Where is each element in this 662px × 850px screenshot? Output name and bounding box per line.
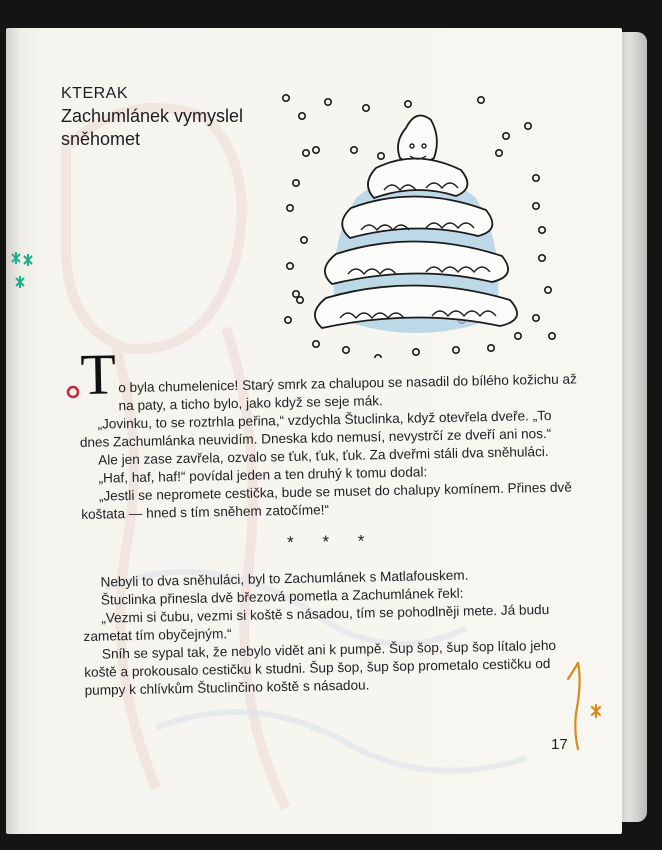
marginal-green-pen-mark [8,248,38,298]
paragraph-5: „Jestli se nepromete cestička, bude se muset do chalupy komínem. Přines dvě koštata — hned s tím sněhem zatočíme!“ [81,479,572,522]
drop-cap: T [79,341,117,407]
paragraph-1: o byla chumelenice! Starý smrk za chalupou se nasadil do bílého kožichu až na paty, a ticho bylo, jako když se seje mák. [118,371,577,414]
story-text [78,336,585,700]
paragraph-9: Sníh se sypal tak, že nebylo vidět ani k pumpě. Šup šop, šup šop lítalo jeho koště a prokousalo cestičku k studni. Šup šop, šup šop prometalo cestičku od pumpy k chlívkům Štuclinčino koště s násadou. [84,637,557,698]
orange-pen-mark [566,653,606,753]
paragraph-6: Nebyli to dva sněhuláci, byl to Zachumlánek s Matlafouskem. [100,567,469,590]
opening-paragraph [78,342,579,416]
chapter-heading-line-2: sněhomet [61,129,141,149]
paragraph-2: „Jovinku, to se roztrhla peřina,“ vzdychla Štuclinka, když otevřela dveře. „To dnes Zachumlánka neuvidím. Dneska kdo nemusí, nevystrčí ze dveří ani nos.“ [79,407,552,450]
paragraph-4: „Haf, haf, haf!“ povídal jeden a ten druhý k tomu dodal: [98,464,428,486]
snow-covered-spruce-icon [266,58,566,358]
chapter-heading-line-1: Zachumlánek vymyslel [61,106,244,126]
page-number: 17 [551,736,568,753]
chapter-heading-kicker: KTERAK [61,85,129,102]
paragraph-7: Štuclinka přinesla dvě březová pometla a Zachumlánek řekl: [100,585,464,608]
paragraph-8: „Vezmi si čubu, vezmi si koště s násadou, tím se pohodlněji mete. Já budu zametat tím obyčejným.“ [83,602,550,644]
book-page [6,28,622,834]
paragraph-3: Ale jen zase zavřela, ozvalo se ťuk, ťuk, ťuk. Za dveřmi stáli dva sněhuláci. [98,443,549,468]
section-separator: * * * [286,531,377,553]
chapter-heading [61,82,243,151]
